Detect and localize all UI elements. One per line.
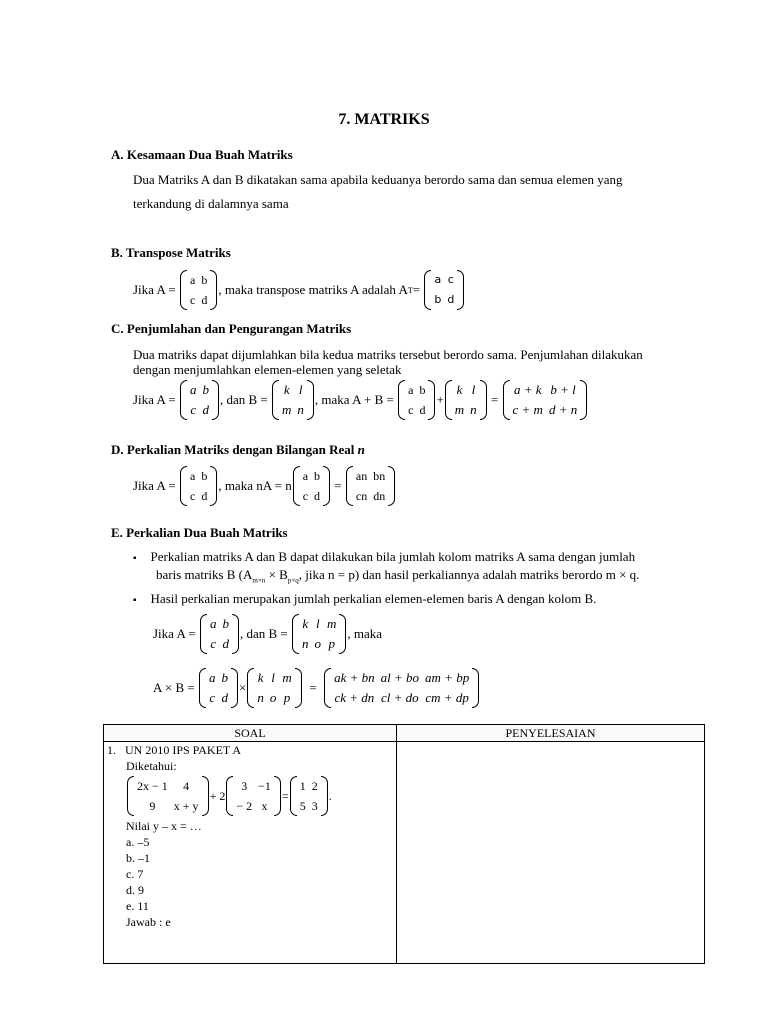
option-a: a. –5 [126, 835, 150, 849]
matrix-a [179, 380, 220, 420]
sum-plus: + [436, 392, 444, 407]
question-number: 1. [107, 743, 116, 757]
bullet-1-line2-a: baris matriks B (A [156, 567, 253, 582]
option-e: e. 11 [126, 899, 149, 913]
matrix-cell: d [222, 636, 229, 651]
section-a-line1: Dua Matriks A dan B dikatakan sama apabila keduanya berordo sama dan semua elemen yang [133, 172, 623, 187]
matrix-cell: b [201, 469, 208, 483]
matrix-a-scaled-input [292, 466, 331, 506]
sub-mxn: m×n [252, 576, 266, 585]
matrix-b-2x3 [291, 614, 347, 654]
matrix-cell: k [257, 670, 264, 685]
matrix-cell: c [210, 636, 217, 651]
matrix-cell: n [257, 690, 264, 705]
question-title-row [107, 742, 387, 758]
matrix-cell: k [283, 382, 290, 397]
bullet-1-line2-b: × B [265, 567, 288, 582]
product-given [153, 614, 382, 654]
matrix-cell: d [201, 489, 208, 503]
matrix-cell: c [447, 273, 454, 286]
matrix-a-transpose [423, 270, 465, 310]
matrix-cell: 2 [311, 779, 318, 793]
scalar-eq: = [334, 478, 342, 493]
matrix-cell: l [315, 616, 320, 631]
scalar-text-2: , maka nA = n [218, 478, 292, 493]
matrix-cell: an [355, 469, 368, 483]
sum-eq: = [490, 392, 499, 407]
matrix-cell: m [454, 402, 465, 417]
matrix-cell: cm + dp [425, 690, 469, 705]
matrix-cell: ck + dn [334, 690, 375, 705]
matrix-cell: 3 [311, 799, 318, 813]
matrix-cell: b [201, 273, 208, 287]
bullet-1-line2 [156, 566, 639, 590]
product-eq: = [309, 680, 317, 695]
scalar-equation [133, 466, 396, 506]
bullet-marker: ▪ [133, 595, 137, 606]
sum-text-3: , maka A + B = [314, 392, 394, 407]
matrix-cell: a [209, 670, 216, 685]
matrix-cell: o [269, 690, 277, 705]
section-d-heading-text: D. Perkalian Matriks dengan Bilangan Real [111, 442, 355, 457]
question-eq: = [281, 789, 289, 803]
matrix-cell: a [434, 273, 442, 286]
question-equation [126, 776, 392, 816]
matrix-cell: a + k [513, 382, 542, 397]
option-d: d. 9 [126, 883, 144, 897]
question-ask: Nilai y – x = … [126, 819, 202, 833]
matrix-cell: 9 [149, 799, 156, 813]
matrix-cell: l [471, 382, 476, 397]
matrix-cell: o [314, 636, 322, 651]
product-text-3: , maka [347, 626, 383, 641]
matrix-cell: k [302, 616, 309, 631]
matrix-cell: a [189, 469, 196, 483]
matrix-cell: c [302, 489, 309, 503]
matrix-cell: 2x − 1 [137, 779, 168, 793]
matrix-cell: n [302, 636, 309, 651]
question-title: UN 2010 IPS PAKET A [125, 743, 242, 757]
bullet-marker: ▪ [133, 553, 137, 564]
matrix-cell: al + bo [380, 670, 420, 685]
section-a-heading: A. Kesamaan Dua Buah Matriks [111, 147, 293, 162]
sum-equation [133, 380, 588, 420]
question-matrix-2 [225, 776, 282, 816]
matrix-cell: m [282, 670, 292, 685]
product-times: × [239, 680, 247, 695]
bullet-1-line2-c: , jika n = p) dan hasil perkaliannya adalah matriks berordo m × q. [298, 567, 640, 582]
column-header-penyelesaian: PENYELESAIAN [505, 726, 596, 740]
matrix-cell: d [201, 293, 208, 307]
question-cell [107, 742, 392, 930]
transpose-sup: T [407, 285, 413, 295]
section-e-heading: E. Perkalian Dua Buah Matriks [111, 525, 288, 540]
matrix-cell: b [202, 382, 209, 397]
transpose-equation [133, 270, 465, 310]
question-known: Diketahui: [126, 759, 177, 773]
bullet-1 [133, 548, 635, 568]
question-matrix-3 [289, 776, 329, 816]
section-d-heading-n: n [357, 442, 365, 457]
section-a-line2: terkandung di dalamnya sama [133, 196, 289, 211]
matrix-cell: am + bp [425, 670, 470, 685]
matrix-a [179, 466, 218, 506]
matrix-cell: − 2 [236, 799, 253, 813]
matrix-cell: d [314, 489, 321, 503]
matrix-product-result [323, 668, 480, 708]
matrix-cell: dn [373, 489, 386, 503]
matrix-cell: a [189, 273, 196, 287]
matrix-cell: 5 [299, 799, 306, 813]
matrix-cell: a [302, 469, 309, 483]
matrix-cell: b [221, 670, 229, 685]
matrix-cell: −1 [258, 779, 271, 793]
matrix-cell: bn [373, 469, 386, 483]
matrix-cell: p [283, 690, 291, 705]
matrix-cell: c [408, 403, 414, 417]
matrix-b-small [444, 380, 488, 420]
sum-text-1: Jika A = [133, 392, 176, 407]
matrix-cell: a [189, 382, 197, 397]
matrix-cell: c [209, 690, 216, 705]
section-c-line2: dengan menjumlahkan elemen-elemen yang seletak [133, 362, 402, 377]
column-header-soal: SOAL [234, 726, 266, 740]
matrix-cell: cn [355, 489, 368, 503]
matrix-cell: 1 [299, 779, 306, 793]
section-c-line1: Dua matriks dapat dijumlahkan bila kedua matriks tersebut berordo sama. Penjumlahan dilakukan [133, 347, 643, 362]
matrix-cell: b [434, 293, 442, 306]
bullet-2-text: Hasil perkalian merupakan jumlah perkalian elemen-elemen baris A dengan kolom B. [150, 591, 597, 606]
matrix-cell: c [189, 293, 196, 307]
matrix-cell: d [221, 690, 229, 705]
section-d-heading [111, 442, 365, 458]
matrix-cell: n [470, 402, 477, 417]
product-text-1: Jika A = [153, 626, 196, 641]
matrix-cell: m [282, 402, 292, 417]
product-text-4: A × B = [153, 680, 195, 695]
matrix-cell: b [419, 383, 426, 397]
exercise-table [103, 724, 705, 964]
question-matrix-1 [126, 776, 210, 816]
matrix-cell: a [209, 616, 217, 631]
matrix-a [199, 614, 240, 654]
matrix-cell: c + m [512, 402, 543, 417]
sum-text-2: , dan B = [219, 392, 268, 407]
page-title: 7. MATRIKS [338, 111, 430, 128]
matrix-cell: n [297, 402, 304, 417]
matrix-a [179, 270, 218, 310]
matrix-cell: d [419, 403, 426, 417]
matrix-cell: b [314, 469, 321, 483]
matrix-na [345, 466, 396, 506]
matrix-cell: p [328, 636, 335, 651]
scalar-text-1: Jika A = [133, 478, 176, 493]
bullet-1-line1: Perkalian matriks A dan B dapat dilakukan bila jumlah kolom matriks A sama dengan jumlah [150, 549, 636, 564]
matrix-b-2x3 [246, 668, 302, 708]
question-body [112, 758, 392, 930]
table-divider [396, 725, 397, 963]
transpose-text-2: , maka transpose matriks A adalah A [218, 282, 408, 297]
matrix-cell: 4 [183, 779, 190, 793]
section-b-heading: B. Transpose Matriks [111, 245, 231, 260]
matrix-cell: x + y [173, 799, 199, 813]
option-c: c. 7 [126, 867, 144, 881]
question-dot: . [328, 789, 332, 803]
matrix-b [271, 380, 315, 420]
section-c-heading: C. Penjumlahan dan Pengurangan Matriks [111, 321, 352, 336]
matrix-cell: a [408, 383, 414, 397]
matrix-cell: l [298, 382, 303, 397]
product-text-2: , dan B = [239, 626, 288, 641]
matrix-cell: 3 [241, 779, 248, 793]
matrix-sum-result [502, 380, 589, 420]
product-equation [153, 668, 480, 708]
matrix-cell: d + n [548, 402, 578, 417]
answer: Jawab : e [126, 915, 171, 929]
matrix-cell: d [447, 293, 455, 306]
matrix-cell: m [327, 616, 337, 631]
matrix-cell: k [456, 382, 463, 397]
matrix-cell: ak + bn [334, 670, 375, 685]
matrix-cell: x [261, 799, 268, 813]
matrix-cell: b [222, 616, 229, 631]
question-plus2: + 2 [209, 789, 226, 803]
transpose-text-1: Jika A = [133, 282, 176, 297]
matrix-a-small [397, 380, 436, 420]
matrix-a [198, 668, 239, 708]
matrix-cell: c [189, 489, 196, 503]
sub-pxq: p×q [287, 576, 299, 585]
transpose-text-3: = [412, 282, 421, 297]
matrix-cell: c [190, 402, 197, 417]
matrix-cell: d [202, 402, 209, 417]
matrix-cell: b + l [550, 382, 576, 397]
bullet-2 [133, 590, 596, 610]
option-b: b. –1 [126, 851, 150, 865]
matrix-cell: cl + do [381, 690, 419, 705]
matrix-cell: l [271, 670, 275, 685]
